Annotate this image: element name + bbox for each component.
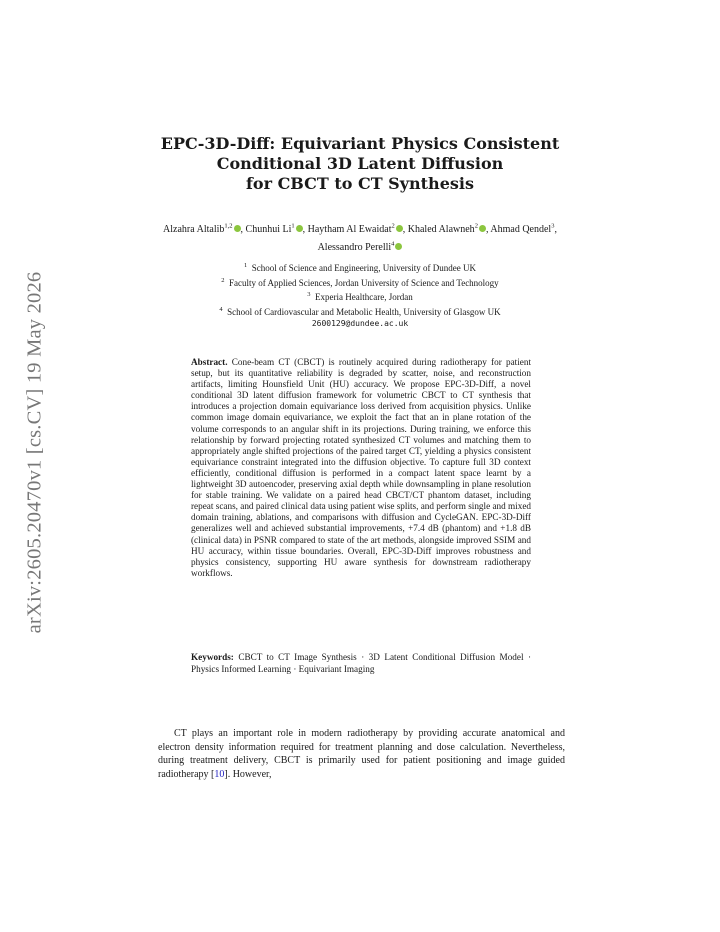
author: Khaled Alawneh$^2$ , xyxy=(407,223,491,236)
title-line-1: EPC-3D-Diff: Equivariant Physics Consistent xyxy=(160,134,560,153)
orcid-icon[interactable] xyxy=(396,225,403,232)
orcid-icon[interactable] xyxy=(395,243,402,250)
abstract-label: Abstract. xyxy=(191,357,228,367)
citation-link[interactable]: 10 xyxy=(214,768,225,780)
orcid-icon[interactable] xyxy=(296,225,303,232)
affiliation: $^3$ Experia Healthcare, Jordan xyxy=(307,291,413,302)
affiliations xyxy=(150,260,570,331)
affiliation: $^1$ School of Science and Engineering, University of Dundee UK xyxy=(244,262,476,273)
author: Ahmad Qendel$^3$, xyxy=(490,223,557,236)
affiliation: $^2$ Faculty of Applied Sciences, Jordan University of Science and Technology xyxy=(221,276,499,288)
orcid-icon[interactable] xyxy=(479,225,486,232)
title-line-3: for CBCT to CT Synthesis xyxy=(246,174,474,193)
author-list xyxy=(150,220,570,255)
keywords xyxy=(191,652,531,675)
keywords-label: Keywords: xyxy=(191,652,234,662)
paper-title xyxy=(150,134,570,194)
abstract-text: Cone-beam CT (CBCT) is routinely acquired during radiotherapy for patient setup, but its quantitative reliability is degraded by scatter, noise, and reconstruction artifacts, limiting Hounsfield Unit (HU) accuracy. We propose EPC-3D-Diff, a novel conditional 3D latent diffusion framework for volumetric CBCT to CT synthesis that introduces a projection domain equivariance loss derived from acquisition physics. Unlike common image domain equivariance, we exploit the fact that an in plane rotation of the volume corresponds to an angular shift in its projections. During training, we enforce this relationship by forward projecting rotated synthesized CT volumes and matching them to appropriately angle shifted projections of the paired target CT, yielding a physics consistent equivariance constraint integrated into the diffusion objective. To capture full 3D context efficiently, conditional diffusion is performed in a compact latent space learnt by a lightweight 3D autoencoder, preserving axial depth while downsampling in plane resolution for stable training. We validate on a paired head CBCT/CT phantom dataset, including repeat scans, and paired clinical data using patient wise splits, and perform single and mixed domain training, ablations, and comparisons with diffusion and CycleGAN. EPC-3D-Diff generalizes well and achieved substantial improvements, +7.4 dB (phantom) and +1.8 dB (clinical data) in PSNR compared to state of the art methods, alongside improved SSIM and HU accuracy, within tissue boundaries. Overall, EPC-3D-Diff improves robustness and physics consistency, supporting HU aware synthesis for downstream radiotherapy workflows. xyxy=(191,357,532,578)
arxiv-identifier: arXiv:2605.20470v1 [cs.CV] 19 May 2026 xyxy=(23,271,46,634)
abstract xyxy=(191,357,531,579)
keywords-text: CBCT to CT Image Synthesis · 3D Latent Conditional Diffusion Model · Physics Informed Learning · Equivariant Imaging xyxy=(191,652,532,674)
orcid-icon[interactable] xyxy=(234,225,241,232)
contact-email[interactable]: 2600129@dundee.ac.uk xyxy=(311,319,409,328)
author: Alessandro Perelli$^4$ xyxy=(318,242,403,253)
introduction-paragraph: CT plays an important role in modern radiotherapy by providing accurate anatomical and electron density information required for treatment planning and dose calculation. Nevertheless, during treatment delivery, CBCT is primarily used for patient positioning and image guided radiotherapy [10]. However, xyxy=(158,728,565,780)
author: Chunhui Li$^1$ , xyxy=(245,223,308,236)
author: Alzahra Altalib$^{1,2}$ , xyxy=(163,223,246,236)
arxiv-sidebar xyxy=(18,255,52,650)
author: Haytham Al Ewaidat$^2$ , xyxy=(307,223,408,236)
title-line-2: Conditional 3D Latent Diffusion xyxy=(216,154,504,173)
affiliation: $^4$ School of Cardiovascular and Metabolic Health, University of Glasgow UK xyxy=(219,305,501,317)
